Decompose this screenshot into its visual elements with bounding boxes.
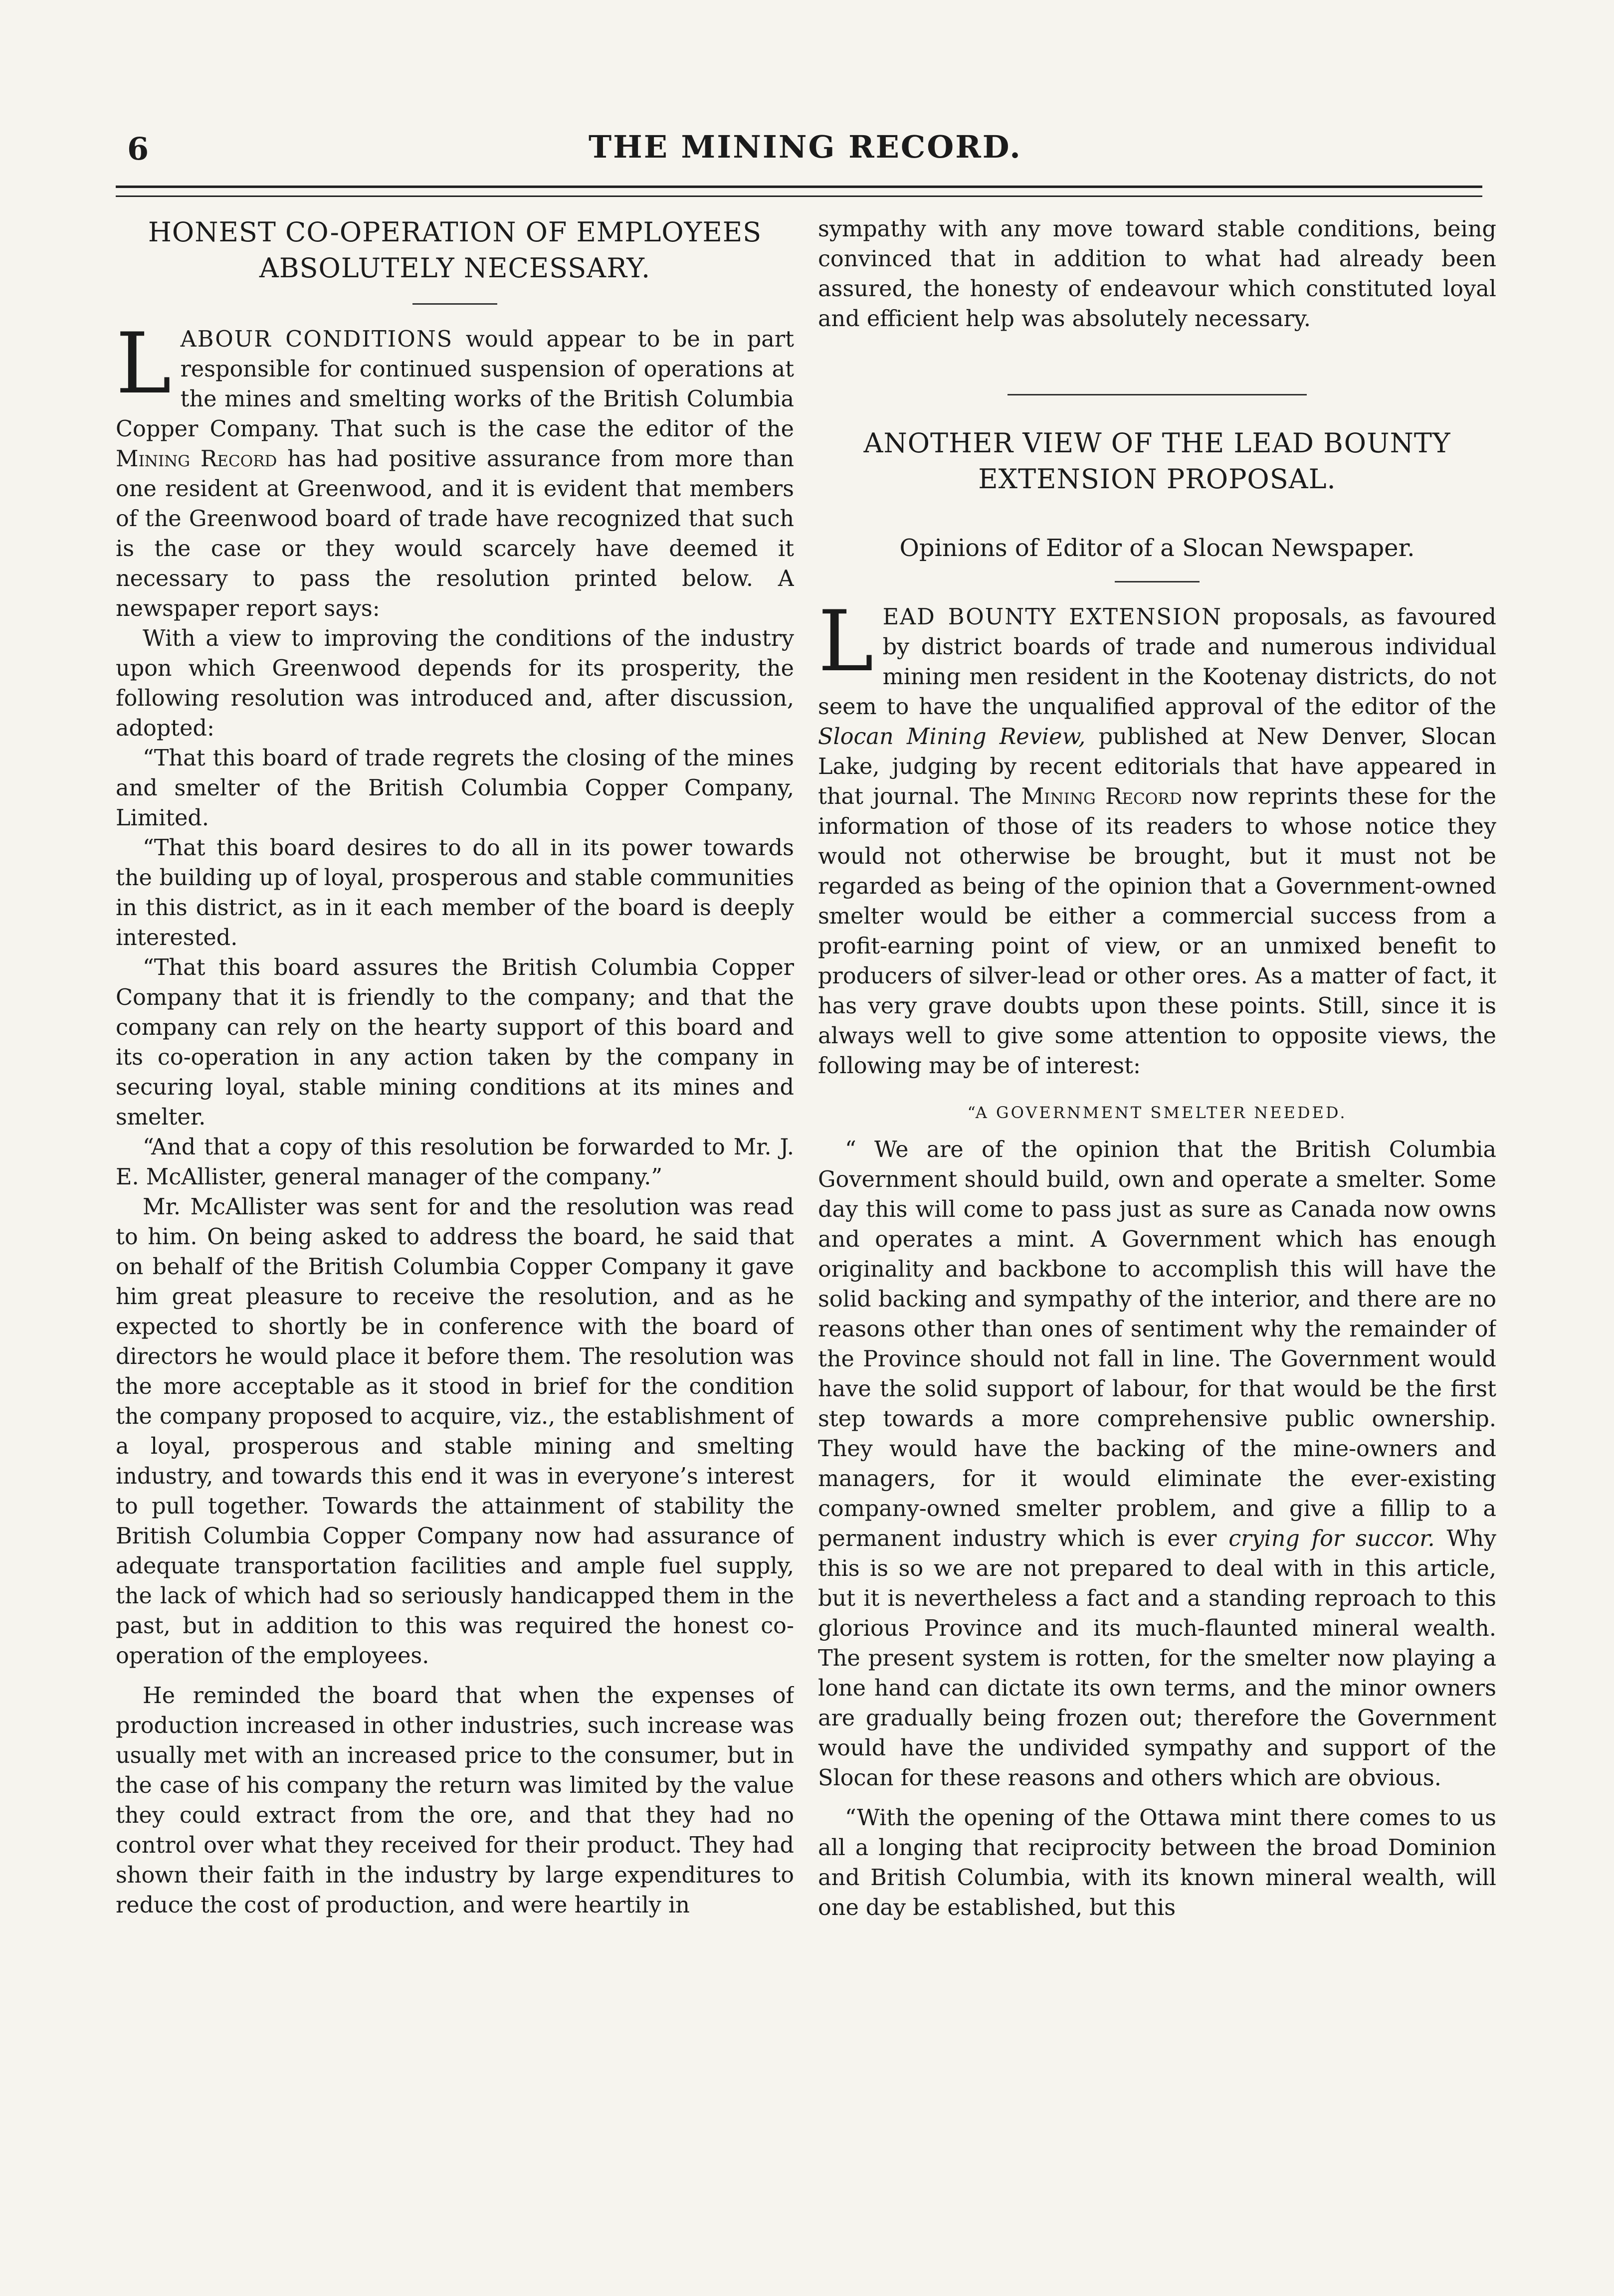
paragraph: Mr. McAllister was sent for and the resolution was read to him. On being asked to address the board, he said that on behalf of the British Columbia Copper Company it gave him great pleasure to receive the resolution, and as he expected to shortly be in conference with the board of directors he would place it before them. The resolution was the more acceptable as it stood in brief for the condition the company proposed to acquire, viz., the establishment of a loyal, prosperous and stable mining and smelting industry, and towards this end it was in everyone’s interest to pull together. Towards the attainment of stability the British Columbia Copper Company now had assurance of adequate transportation facilities and ample fuel supply, the lack of which had so seriously handicapped them in the past, but in addition to this was required the honest co-operation of the employees. [116, 1194, 794, 1669]
article-headline: HONEST CO-OPERATION OF EMPLOYEES ABSOLUTELY NECESSARY. [148, 216, 762, 284]
article-subhead: Opinions of Editor of a Slocan Newspaper. [899, 534, 1415, 562]
divider [412, 303, 497, 305]
divider [1115, 581, 1200, 582]
article-lead-paragraph [116, 315, 794, 624]
paragraph-text: proposals, as favoured by district boards of trade and numerous individual mining men resident in the Kootenay districts, do not seem to have the unqualified approval of the editor of the [818, 604, 1496, 720]
drop-cap: L [116, 315, 172, 412]
header-rule-thin [116, 195, 1482, 197]
paragraph-text: Why this is so we are not prepared to deal with in this article, but it is nevertheless a fact and a standing reproach to this glorious Province and its much-flaunted mineral wealth. The present system is rotten, for the smelter now playing a lone hand can dictate its own terms, and the minor owners are gradually being frozen out; therefore the Government would have the undivided sympathy and support of the Slocan for these reasons and others which are obvious. [818, 1526, 1496, 1791]
header-rule [116, 186, 1482, 188]
paragraph: With a view to improving the conditions of the industry upon which Greenwood depends for its prosperity, the following resolution was introduced and, after discussion, adopted: [116, 626, 794, 741]
article-headline: ANOTHER VIEW OF THE LEAD BOUNTY EXTENSION PROPOSAL. [863, 427, 1451, 495]
article-lead-paragraph [818, 592, 1496, 1081]
lead-in: ABOUR CONDITIONS [180, 327, 453, 352]
paragraph-text: has had positive assurance from more than one resident at Greenwood, and it is evident that members of the Greenwood board of trade have recognized that such is the case or they would scarcely have deemed it necessary to pass the resolution printed below. A newspaper report says: [116, 446, 794, 621]
right-column [818, 214, 1496, 2259]
paragraph-text: published at New Denver, Slocan Lake, judging by recent editorials that have appeared in that journal. The [818, 724, 1496, 809]
paragraph-text: “ We are of the opinion that the British Columbia Government should build, own and operate a smelter. Some day this will come to pass just as sure as Canada now owns and operates a mint. A Government which has enough originality and backbone to accomplish this will have the solid backing and sympathy of the interior, and there are no reasons other than ones of sentiment why the remainder of the Province should not fall in line. The Government would have the solid support of labour, for that would be the first step towards a more comprehensive public ownership. They would have the backing of the mine-owners and managers, for it would eliminate the ever-existing company-owned smelter problem, and give a fillip to a permanent industry which is ever [818, 1137, 1496, 1551]
publication-name: Mining Record [1021, 784, 1182, 809]
lead-in: EAD BOUNTY EXTENSION [882, 604, 1222, 630]
masthead-title: THE MINING RECORD. [589, 129, 1022, 165]
paragraph-text: now reprints these for the information of those of its readers to whose notice they would not otherwise be brought, but it must not be regarded as being of the opinion that a Government-owned smelter would be either a commercial success from a profit-earning point of view, or an unmixed benefit to producers of silver-lead or other ores. As a matter of fact, it has very grave doubts upon these points. Still, since it is always well to give some attention to opposite views, the following may be of interest: [818, 784, 1496, 1079]
resolution-paragraph: “That this board desires to do all in its power towards the building up of loyal, prosperous and stable communities in this district, as in it each member of the board is deeply interested. [116, 835, 794, 951]
resolution-paragraph: “That this board of trade regrets the closing of the mines and smelter of the British Columbia Copper Company, Limited. [116, 746, 794, 831]
paragraph-text: would appear to be in part responsible for continued suspension of operations at the mines and smelting works of the British Columbia Copper Company. That such is the case the editor of the [116, 327, 794, 442]
publication-name: Mining Record [116, 446, 277, 472]
continued-paragraph: sympathy with any move toward stable conditions, being convinced that in addition to what had already been assured, the honesty of endeavour which constituted loyal and efficient help was absolutely necessary. [818, 216, 1496, 332]
quoted-paragraph [818, 1135, 1496, 1793]
section-heading: “A GOVERNMENT SMELTER NEEDED. [967, 1103, 1347, 1122]
resolution-paragraph: “That this board assures the British Columbia Copper Company that it is friendly to the company; and that the company can rely on the hearty support of this board and its co-operation in any action taken by the company in securing loyal, stable mining conditions at its mines and smelter. [116, 955, 794, 1130]
article-separator [1008, 394, 1307, 395]
publication-name: Slocan Mining Review, [818, 724, 1086, 750]
emphasis-text: crying for succor. [1228, 1526, 1435, 1551]
page-number: 6 [127, 131, 149, 167]
left-column [116, 214, 794, 2259]
drop-cap: L [818, 592, 874, 690]
quoted-paragraph: “With the opening of the Ottawa mint there comes to us all a longing that reciprocity between the broad Dominion and British Columbia, with its known mineral wealth, will one day be established, but this [818, 1805, 1496, 1920]
paragraph: He reminded the board that when the expenses of production increased in other industries, such increase was usually met with an increased price to the consumer, but in the case of his company the return was limited by the value they could extract from the ore, and that they had no control over what they received for their product. They had shown their faith in the industry by large expenditures to reduce the cost of production, and were heartily in [116, 1683, 794, 1918]
resolution-paragraph: “And that a copy of this resolution be forwarded to Mr. J. E. McAllister, general manager of the company.” [116, 1135, 794, 1190]
